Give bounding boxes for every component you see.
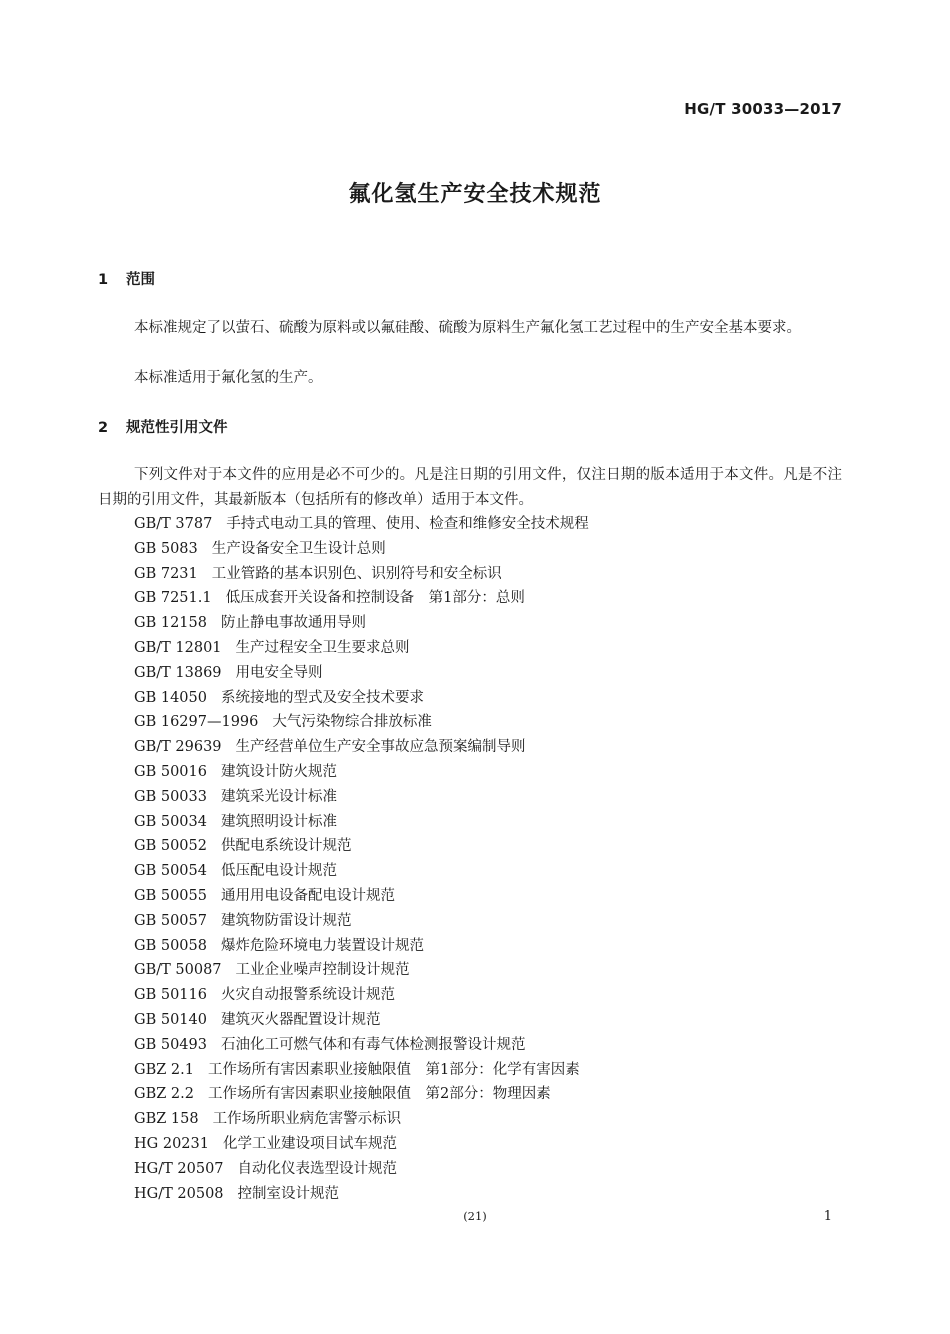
reference-code: GB 50055 — [134, 887, 207, 904]
section-number: 1 — [98, 272, 109, 288]
reference-code: GB 50140 — [134, 1011, 207, 1028]
reference-item — [134, 710, 589, 735]
reference-code: GB/T 12801 — [134, 639, 222, 656]
reference-item — [134, 1082, 589, 1107]
reference-code: GB 50493 — [134, 1036, 207, 1053]
document-title: 氟化氢生产安全技术规范 — [348, 182, 602, 207]
reference-title: 系统接地的型式及安全技术要求 — [220, 689, 424, 706]
reference-list — [134, 512, 589, 1206]
reference-item — [134, 1058, 589, 1083]
section-title: 范围 — [126, 272, 155, 288]
reference-code: GB/T 29639 — [134, 739, 222, 756]
section-number: 2 — [98, 420, 109, 436]
reference-code: GB 5083 — [134, 540, 198, 557]
reference-title: 控制室设计规范 — [237, 1185, 340, 1202]
reference-code: HG/T 20508 — [134, 1185, 224, 1202]
reference-title: 用电安全导则 — [235, 664, 323, 681]
reference-title: 通用用电设备配电设计规范 — [220, 887, 395, 904]
reference-item — [134, 884, 589, 909]
section-title: 规范性引用文件 — [126, 420, 228, 436]
reference-item — [134, 958, 589, 983]
reference-title: 生产过程安全卫生要求总则 — [235, 639, 410, 656]
references-intro-paragraph: 下列文件对于本文件的应用是必不可少的。凡是注日期的引用文件，仅注日期的版本适用于本文件。凡是不注日期的引用文件，其最新版本（包括所有的修改单）适用于本文件。 — [98, 467, 842, 508]
reference-item — [134, 760, 589, 785]
reference-code: GB 12158 — [134, 615, 207, 632]
reference-item — [134, 537, 589, 562]
reference-title: 低压配电设计规范 — [220, 863, 337, 880]
reference-item — [134, 735, 589, 760]
reference-item — [134, 934, 589, 959]
reference-code: GB 50116 — [134, 987, 207, 1004]
reference-item — [134, 562, 589, 587]
reference-item — [134, 661, 589, 686]
reference-code: GBZ 158 — [134, 1111, 199, 1128]
reference-code: GB/T 3787 — [134, 516, 213, 532]
reference-title: 工作场所有害因素职业接触限值 第2部分：物理因素 — [207, 1086, 551, 1103]
reference-title: 建筑物防雷设计规范 — [220, 912, 352, 929]
reference-title: 建筑采光设计标准 — [220, 788, 337, 805]
reference-code: GB 50054 — [134, 863, 207, 880]
reference-code: GB 50016 — [134, 763, 207, 780]
scope-paragraph: 本标准规定了以萤石、硫酸为原料或以氟硅酸、硫酸为原料生产氟化氢工艺过程中的生产安全基本要求。 — [134, 320, 801, 336]
reference-item — [134, 859, 589, 884]
reference-title: 供配电系统设计规范 — [220, 838, 352, 855]
section-2-heading — [98, 416, 228, 437]
reference-item — [134, 1008, 589, 1033]
reference-title: 生产设备安全卫生设计总则 — [211, 540, 386, 557]
reference-title: 工业企业噪声控制设计规范 — [235, 962, 410, 979]
reference-item — [134, 611, 589, 636]
reference-title: 火灾自动报警系统设计规范 — [220, 987, 395, 1004]
reference-code: GB/T 13869 — [134, 664, 222, 681]
scope-applicability-paragraph: 本标准适用于氟化氢的生产。 — [134, 370, 323, 386]
reference-title: 大气污染物综合排放标准 — [272, 714, 432, 731]
reference-title: 建筑灭火器配置设计规范 — [220, 1011, 381, 1028]
reference-item — [134, 586, 589, 611]
reference-code: GB 50057 — [134, 912, 207, 929]
reference-item — [134, 1182, 589, 1207]
footer-page-label: (21) — [463, 1209, 487, 1223]
reference-item — [134, 834, 589, 859]
reference-item — [134, 512, 589, 537]
reference-title: 工作场所职业病危害警示标识 — [212, 1111, 402, 1128]
reference-item — [134, 1157, 589, 1182]
footer-page-number: 1 — [823, 1209, 832, 1224]
section-1-heading — [98, 268, 155, 289]
reference-code: GBZ 2.1 — [134, 1061, 194, 1078]
reference-title: 建筑设计防火规范 — [220, 763, 337, 780]
reference-title: 工业管路的基本识别色、识别符号和安全标识 — [211, 565, 502, 582]
reference-code: GB 50052 — [134, 838, 207, 855]
reference-item — [134, 909, 589, 934]
reference-item — [134, 983, 589, 1008]
reference-code: GBZ 2.2 — [134, 1086, 194, 1103]
reference-code: GB 50058 — [134, 937, 207, 954]
reference-item — [134, 1107, 589, 1132]
reference-title: 工作场所有害因素职业接触限值 第1部分：化学有害因素 — [207, 1061, 580, 1078]
reference-title: 自动化仪表选型设计规范 — [237, 1160, 398, 1177]
reference-code: GB/T 50087 — [134, 962, 222, 979]
reference-title: 化学工业建设项目试车规范 — [222, 1135, 397, 1152]
reference-code: HG/T 20507 — [134, 1160, 224, 1177]
reference-code: GB 16297—1996 — [134, 714, 259, 731]
reference-title: 石油化工可燃气体和有毒气体检测报警设计规范 — [220, 1036, 526, 1053]
reference-item — [134, 785, 589, 810]
reference-title: 生产经营单位生产安全事故应急预案编制导则 — [235, 739, 526, 756]
reference-title: 防止静电事故通用导则 — [220, 615, 366, 632]
reference-title: 手持式电动工具的管理、使用、检查和维修安全技术规程 — [226, 516, 589, 532]
reference-title: 爆炸危险环境电力装置设计规范 — [220, 937, 424, 954]
reference-code: GB 7231 — [134, 565, 198, 582]
reference-title: 低压成套开关设备和控制设备 第1部分：总则 — [225, 590, 525, 607]
reference-code: GB 14050 — [134, 689, 207, 706]
reference-item — [134, 686, 589, 711]
reference-item — [134, 1132, 589, 1157]
standard-code: HG/T 30033—2017 — [684, 100, 842, 118]
reference-code: GB 7251.1 — [134, 590, 212, 607]
reference-title: 建筑照明设计标准 — [220, 813, 337, 830]
reference-item — [134, 1033, 589, 1058]
reference-code: GB 50034 — [134, 813, 207, 830]
reference-code: HG 20231 — [134, 1135, 209, 1152]
reference-code: GB 50033 — [134, 788, 207, 805]
reference-item — [134, 636, 589, 661]
reference-item — [134, 810, 589, 835]
